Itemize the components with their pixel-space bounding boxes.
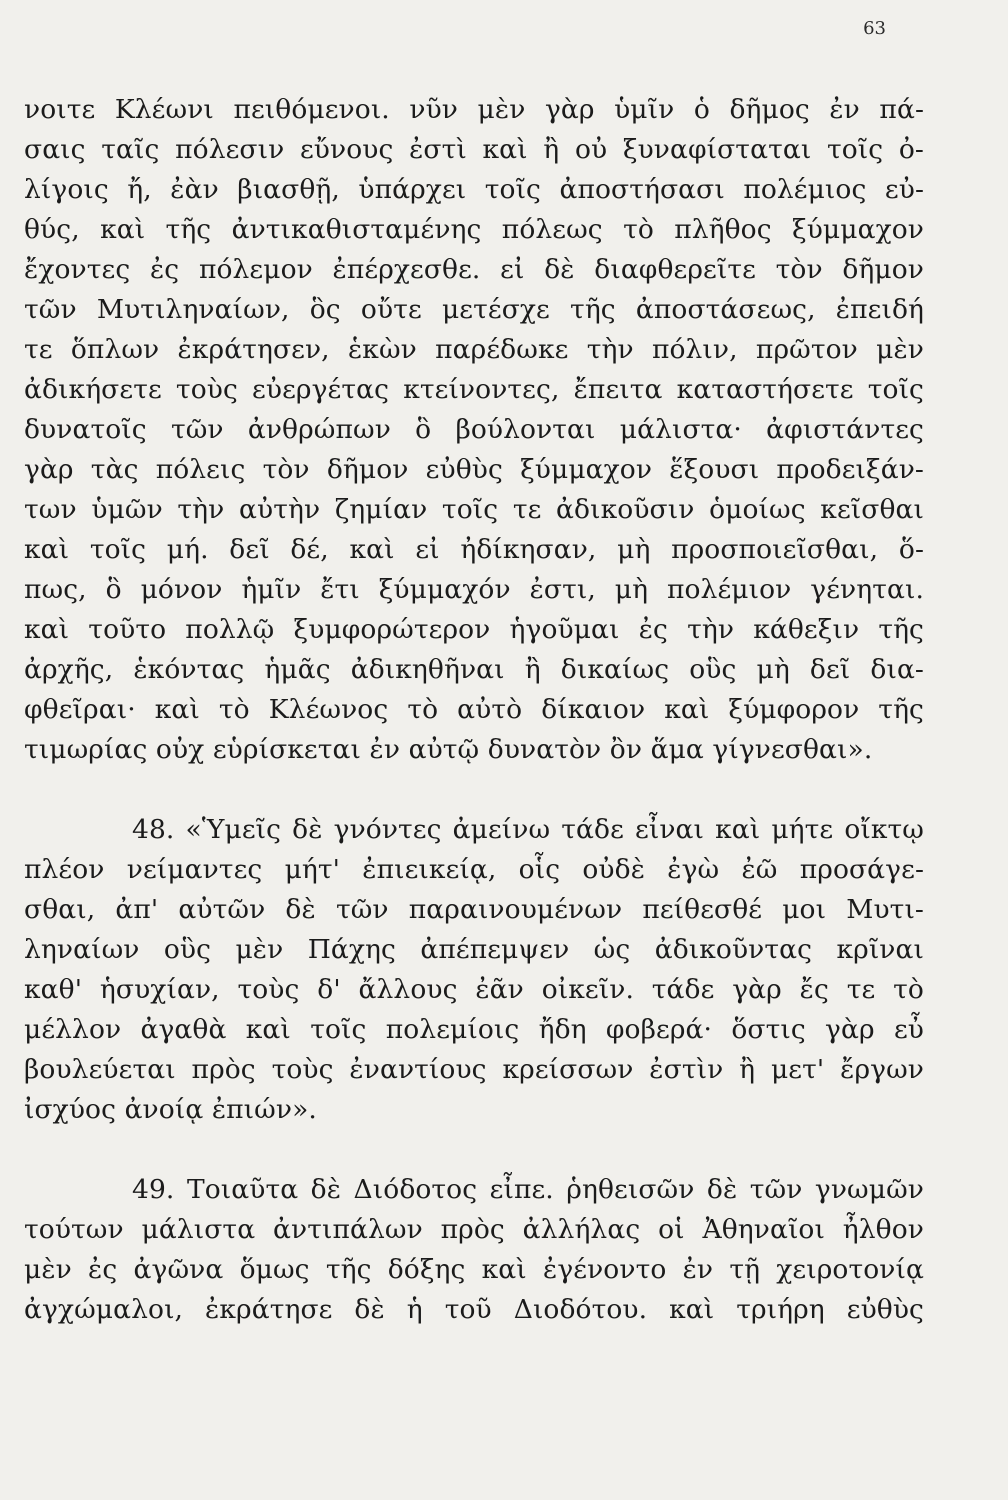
text-line: ἀρχῆς, ἑκόντας ἡμᾶς ἀδικηθῆναι ἢ δικαίως οὓς μὴ δεῖ δια- xyxy=(24,654,924,685)
text-line: καὶ τοῦτο πολλῷ ξυμφορώτερον ἡγοῦμαι ἐς τὴν κάθεξιν τῆς xyxy=(24,614,924,645)
text-line: λίγοις ἤ, ἐὰν βιασθῇ, ὑπάρχει τοῖς ἀποστήσασι πολέμιος εὐ- xyxy=(24,174,924,205)
text-line: νοιτε Κλέωνι πειθόμενοι. νῦν μὲν γὰρ ὑμῖν ὁ δῆμος ἐν πά- xyxy=(24,94,924,125)
text-line: βουλεύεται πρὸς τοὺς ἐναντίους κρείσσων ἐστὶν ἢ μετ' ἔργων xyxy=(24,1054,924,1085)
text-span: «Ὑμεῖς δὲ γνόντες ἀμείνω τάδε εἶναι καὶ μήτε οἴκτῳ xyxy=(185,814,924,845)
text-line: πως, ὃ μόνον ἡμῖν ἔτι ξύμμαχόν ἐστι, μὴ πολέμιον γένηται. xyxy=(24,574,924,605)
paragraph-gap xyxy=(24,770,924,810)
text-line: γὰρ τὰς πόλεις τὸν δῆμον εὐθὺς ξύμμαχον ἕξουσι προδειξάν- xyxy=(24,454,924,485)
paragraph-number: 49. xyxy=(132,1174,175,1205)
text-line: ληναίων οὓς μὲν Πάχης ἀπέπεμψεν ὡς ἀδικοῦντας κρῖναι xyxy=(24,934,924,965)
text-line: μέλλον ἀγαθὰ καὶ τοῖς πολεμίοις ἤδη φοβερά· ὅστις γὰρ εὖ xyxy=(24,1014,924,1045)
text-span: Τοιαῦτα δὲ Διόδοτος εἶπε. ῥηθεισῶν δὲ τῶν γνωμῶν xyxy=(186,1174,924,1205)
text-line: τούτων μάλιστα ἀντιπάλων πρὸς ἀλλήλας οἱ Ἀθηναῖοι ἦλθον xyxy=(24,1214,924,1245)
text-line: τῶν Μυτιληναίων, ὃς οὔτε μετέσχε τῆς ἀποστάσεως, ἐπειδή xyxy=(24,294,924,325)
text-line: ἀγχώμαλοι, ἐκράτησε δὲ ἡ τοῦ Διοδότου. καὶ τριήρη εὐθὺς xyxy=(24,1294,924,1325)
paragraph-number: 48. xyxy=(132,814,175,845)
text-line: σθαι, ἀπ' αὐτῶν δὲ τῶν παραινουμένων πείθεσθέ μοι Μυτι- xyxy=(24,894,924,925)
text-line: ἰσχύος ἀνοίᾳ ἐπιών». xyxy=(24,1094,317,1125)
text-line: ἔχοντες ἐς πόλεμον ἐπέρχεσθε. εἰ δὲ διαφθερεῖτε τὸν δῆμον xyxy=(24,254,924,285)
text-line: θύς, καὶ τῆς ἀντικαθισταμένης πόλεως τὸ πλῆθος ξύμμαχον xyxy=(24,214,924,245)
text-line: καθ' ἡσυχίαν, τοὺς δ' ἄλλους ἐᾶν οἰκεῖν. τάδε γὰρ ἔς τε τὸ xyxy=(24,974,924,1005)
text-block xyxy=(24,90,924,1330)
text-line: των ὑμῶν τὴν αὐτὴν ζημίαν τοῖς τε ἀδικοῦσιν ὁμοίως κεῖσθαι xyxy=(24,494,924,525)
text-line: μὲν ἐς ἀγῶνα ὅμως τῆς δόξης καὶ ἐγένοντο ἐν τῇ χειροτονίᾳ xyxy=(24,1254,924,1285)
text-line: καὶ τοῖς μή. δεῖ δέ, καὶ εἰ ἠδίκησαν, μὴ προσποιεῖσθαι, ὅ- xyxy=(24,534,924,565)
paragraph-48-first-line xyxy=(24,810,924,850)
text-line: τε ὅπλων ἐκράτησεν, ἑκὼν παρέδωκε τὴν πόλιν, πρῶτον μὲν xyxy=(24,334,924,365)
paragraph-gap xyxy=(24,1130,924,1170)
text-line: ἀδικήσετε τοὺς εὐεργέτας κτείνοντες, ἔπειτα καταστήσετε τοῖς xyxy=(24,374,924,405)
paragraph-49-first-line xyxy=(24,1170,924,1210)
text-line: φθεῖραι· καὶ τὸ Κλέωνος τὸ αὐτὸ δίκαιον καὶ ξύμφορον τῆς xyxy=(24,694,924,725)
text-line: σαις ταῖς πόλεσιν εὔνους ἐστὶ καὶ ἢ οὐ ξυναφίσταται τοῖς ὀ- xyxy=(24,134,924,165)
text-line: δυνατοῖς τῶν ἀνθρώπων ὃ βούλονται μάλιστα· ἀφιστάντες xyxy=(24,414,924,445)
text-line: τιμωρίας οὐχ εὑρίσκεται ἐν αὐτῷ δυνατὸν ὂν ἅμα γίγνεσθαι». xyxy=(24,734,873,765)
page-number: 63 xyxy=(863,18,886,39)
text-line: πλέον νείμαντες μήτ' ἐπιεικείᾳ, οἷς οὐδὲ ἐγὼ ἐῶ προσάγε- xyxy=(24,854,924,885)
